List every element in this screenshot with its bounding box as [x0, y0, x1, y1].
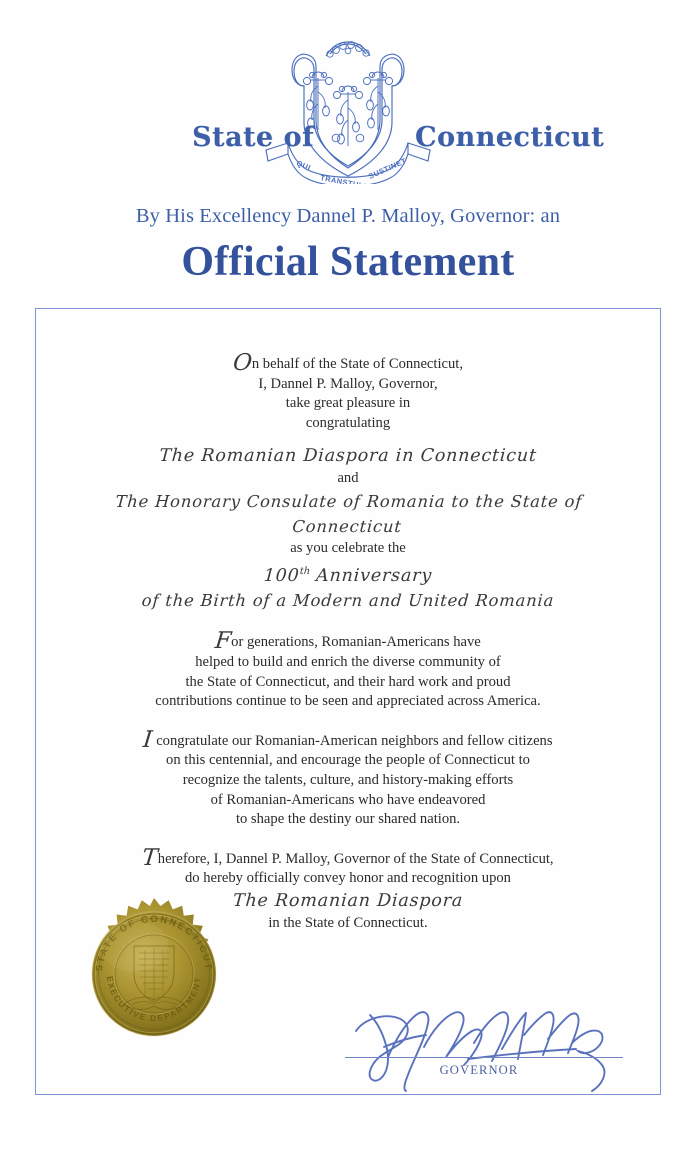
seal-top-text: STATE OF CONNECTICUT [92, 912, 216, 972]
svg-text:TRANSTULIT: TRANSTULIT [319, 173, 372, 184]
intro-line-4: congratulating [305, 414, 391, 431]
honoree-primary: The Romanian Diaspora in Connecticut [158, 446, 538, 467]
intro-line-2: I, Dannel P. Malloy, Governor, [258, 375, 438, 392]
embossed-gold-state-seal-icon [76, 896, 232, 1052]
paragraph-2-line-3: recognize the talents, culture, and history-making efforts [182, 771, 514, 788]
dropcap-F: F [213, 628, 233, 655]
paragraph-2-line-1-text: congratulate our Romanian-American neighbors and fellow citizens [156, 732, 553, 749]
intro-line-1 [65, 352, 631, 375]
by-line: By His Excellency Dannel P. Malloy, Governor: an [135, 205, 561, 227]
occasion-subtitle: of the Birth of a Modern and United Romania [141, 591, 555, 611]
paragraph-3-line-2: do hereby officially convey honor and recognition upon [185, 870, 511, 887]
paragraph-3-line-1 [65, 844, 631, 871]
conjunction-and: and [337, 470, 359, 487]
paragraph-3-line-1-text: herefore, I, Dannel P. Malloy, Governor of the State of Connecticut, [157, 850, 554, 867]
recipient-name: The Romanian Diaspora [232, 890, 464, 911]
occasion-anniversary [64, 559, 632, 589]
occasion-lead: as you celebrate the [290, 539, 406, 556]
paragraph-2-line-5: to shape the destiny our shared nation. [235, 811, 461, 828]
paragraph-3-closing: in the State of Connecticut. [268, 914, 428, 931]
paragraph-1-line-4: contributions continue to be seen and appreciated across America. [155, 693, 541, 710]
intro-line-1-text: n behalf of the State of Connecticut, [251, 356, 463, 372]
paragraph-2-line-2: on this centennial, and encourage the people of Connecticut to [166, 752, 530, 769]
dropcap-T: T [141, 844, 160, 871]
masthead [0, 34, 696, 184]
paragraph-2-line-4: of Romanian-Americans who have endeavored [210, 791, 486, 808]
svg-text:QUI: QUI [295, 158, 313, 173]
intro-line-3: take great pleasure in [285, 395, 411, 412]
anniversary-ordinal: th [299, 565, 311, 577]
anniversary-number: 100 [263, 565, 301, 586]
dropcap-O: O [231, 350, 254, 376]
signature-rule [345, 1057, 623, 1058]
anniversary-word: Anniversary [315, 565, 433, 586]
page-title: Official Statement [181, 238, 515, 285]
seal-bottom-text: EXECUTIVE DEPARTMENT [104, 975, 204, 1023]
state-word-left: State of [192, 122, 315, 153]
paragraph-1-line-1-text: or generations, Romanian-Americans have [231, 634, 481, 651]
paragraph-1-line-2: helped to build and enrich the diverse community of [195, 653, 501, 670]
honoree-secondary: The Honorary Consulate of Romania to the State of Connecticut [114, 491, 583, 536]
connecticut-coat-of-arms-icon [248, 34, 448, 184]
paragraph-1-line-3: the State of Connecticut, and their hard work and proud [185, 673, 511, 690]
headline-block [0, 205, 696, 284]
state-word-right: Connecticut [415, 122, 605, 153]
governor-signature-icon [340, 985, 630, 1095]
signature-block [340, 985, 630, 1095]
paragraph-2-line-1 [65, 726, 631, 753]
dropcap-I: I [142, 726, 154, 753]
paragraph-1-line-1 [65, 630, 631, 653]
governor-label: GOVERNOR [439, 1063, 519, 1077]
svg-text:SUSTINET: SUSTINET [367, 156, 408, 181]
